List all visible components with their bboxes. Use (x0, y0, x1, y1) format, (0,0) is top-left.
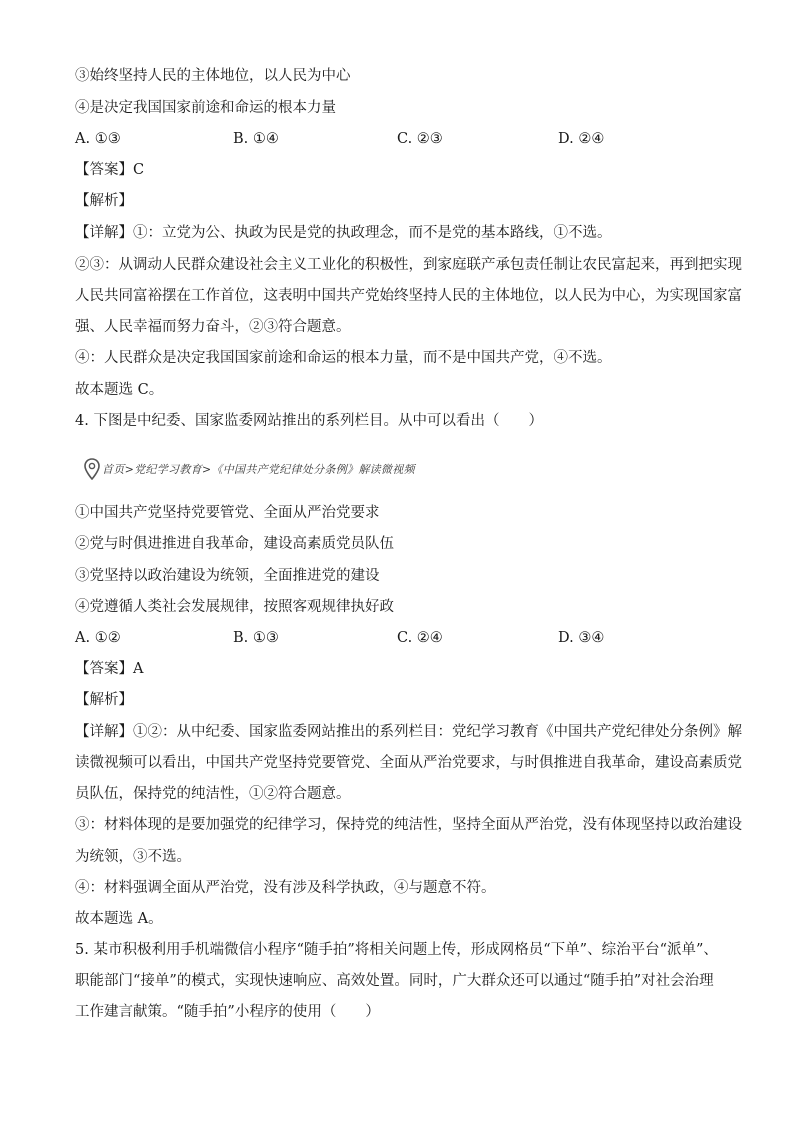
q4-detail-line: 【详解】①②：从中纪委、国家监委网站推出的系列栏目：党纪学习教育《中国共产党纪律处分条例》解 (75, 724, 742, 740)
q4-stem: 4. 下图是中纪委、国家监委网站推出的系列栏目。从中可以看出（ ） (75, 413, 543, 429)
q3-option-b: B. ①④ (233, 131, 279, 147)
q3-detail-line: ④：人民群众是决定我国国家前途和命运的根本力量，而不是中国共产党，④不选。 (75, 350, 612, 366)
q4-detail-line: ③：材料体现的是要加强党的纪律学习，保持党的纯洁性，坚持全面从严治党，没有体现坚持以政治建设 (75, 817, 742, 833)
q3-option-a: A. ①③ (75, 131, 121, 147)
location-pin-icon (84, 458, 100, 480)
q3-answer: 【答案】C (75, 162, 145, 178)
q4-detail-line: ④：材料强调全面从严治党，没有涉及科学执政，④与题意不符。 (75, 880, 496, 896)
q4-option-d: D. ③④ (558, 630, 605, 646)
q4-conclusion: 故本题选 A。 (75, 911, 163, 927)
q3-analysis-label: 【解析】 (75, 193, 133, 209)
q3-detail-line: 人民共同富裕摆在工作首位，这表明中国共产党始终坚持人民的主体地位，以人民为中心，为实现国家富 (75, 288, 742, 304)
q3-conclusion: 故本题选 C。 (75, 382, 164, 398)
q4-statement: ①中国共产党坚持党要管党、全面从严治党要求 (75, 505, 380, 521)
q4-detail-line: 读微视频可以看出，中国共产党坚持党要管党、全面从严治党要求，与时俱推进自我革命，建设高素质党 (75, 755, 742, 771)
q5-stem-line: 工作建言献策。“随手拍”小程序的使用（ ） (75, 1004, 380, 1020)
q3-option-d: D. ②④ (558, 131, 605, 147)
q3-options (75, 129, 725, 149)
q4-option-a: A. ①② (75, 630, 121, 646)
q4-option-b: B. ①③ (233, 630, 279, 646)
q3-detail-line: ②③：从调动人民群众建设社会主义工业化的积极性，到家庭联产承包责任制让农民富起来，再到把实现 (75, 257, 742, 273)
q3-detail-line: 【详解】①：立党为公、执政为民是党的执政理念，而不是党的基本路线，①不选。 (75, 225, 612, 241)
q4-options (75, 628, 725, 648)
q3-statement-3: ③始终坚持人民的主体地位，以人民为中心 (75, 68, 351, 84)
q5-stem-line: 5. 某市积极利用手机端微信小程序“随手拍”将相关问题上传，形成网格员“下单”、综治平台“派单”、 (75, 942, 718, 958)
q3-detail-line: 强、人民幸福而努力奋斗，②③符合题意。 (75, 319, 351, 335)
q4-detail-line: 员队伍，保持党的纯洁性，①②符合题意。 (75, 786, 351, 802)
q4-statement: ②党与时俱进推进自我革命，建设高素质党员队伍 (75, 536, 394, 552)
q3-statement-4: ④是决定我国国家前途和命运的根本力量 (75, 100, 336, 116)
q4-statement: ③党坚持以政治建设为统领，全面推进党的建设 (75, 568, 380, 584)
q5-stem-line: 职能部门“接单”的模式，实现快速响应、高效处置。同时，广大群众还可以通过“随手拍”对社会治理 (75, 973, 714, 989)
q4-analysis-label: 【解析】 (75, 692, 133, 708)
q3-option-c: C. ②③ (397, 131, 443, 147)
q4-statement: ④党遵循人类社会发展规律，按照客观规律执好政 (75, 599, 394, 615)
breadcrumb-text: 首页>党纪学习教育>《中国共产党纪律处分条例》解读微视频 (102, 463, 415, 476)
q4-detail-line: 为统领，③不选。 (75, 849, 191, 865)
q4-answer: 【答案】A (75, 661, 144, 677)
q4-option-c: C. ②④ (397, 630, 443, 646)
q4-website-breadcrumb (84, 455, 415, 483)
